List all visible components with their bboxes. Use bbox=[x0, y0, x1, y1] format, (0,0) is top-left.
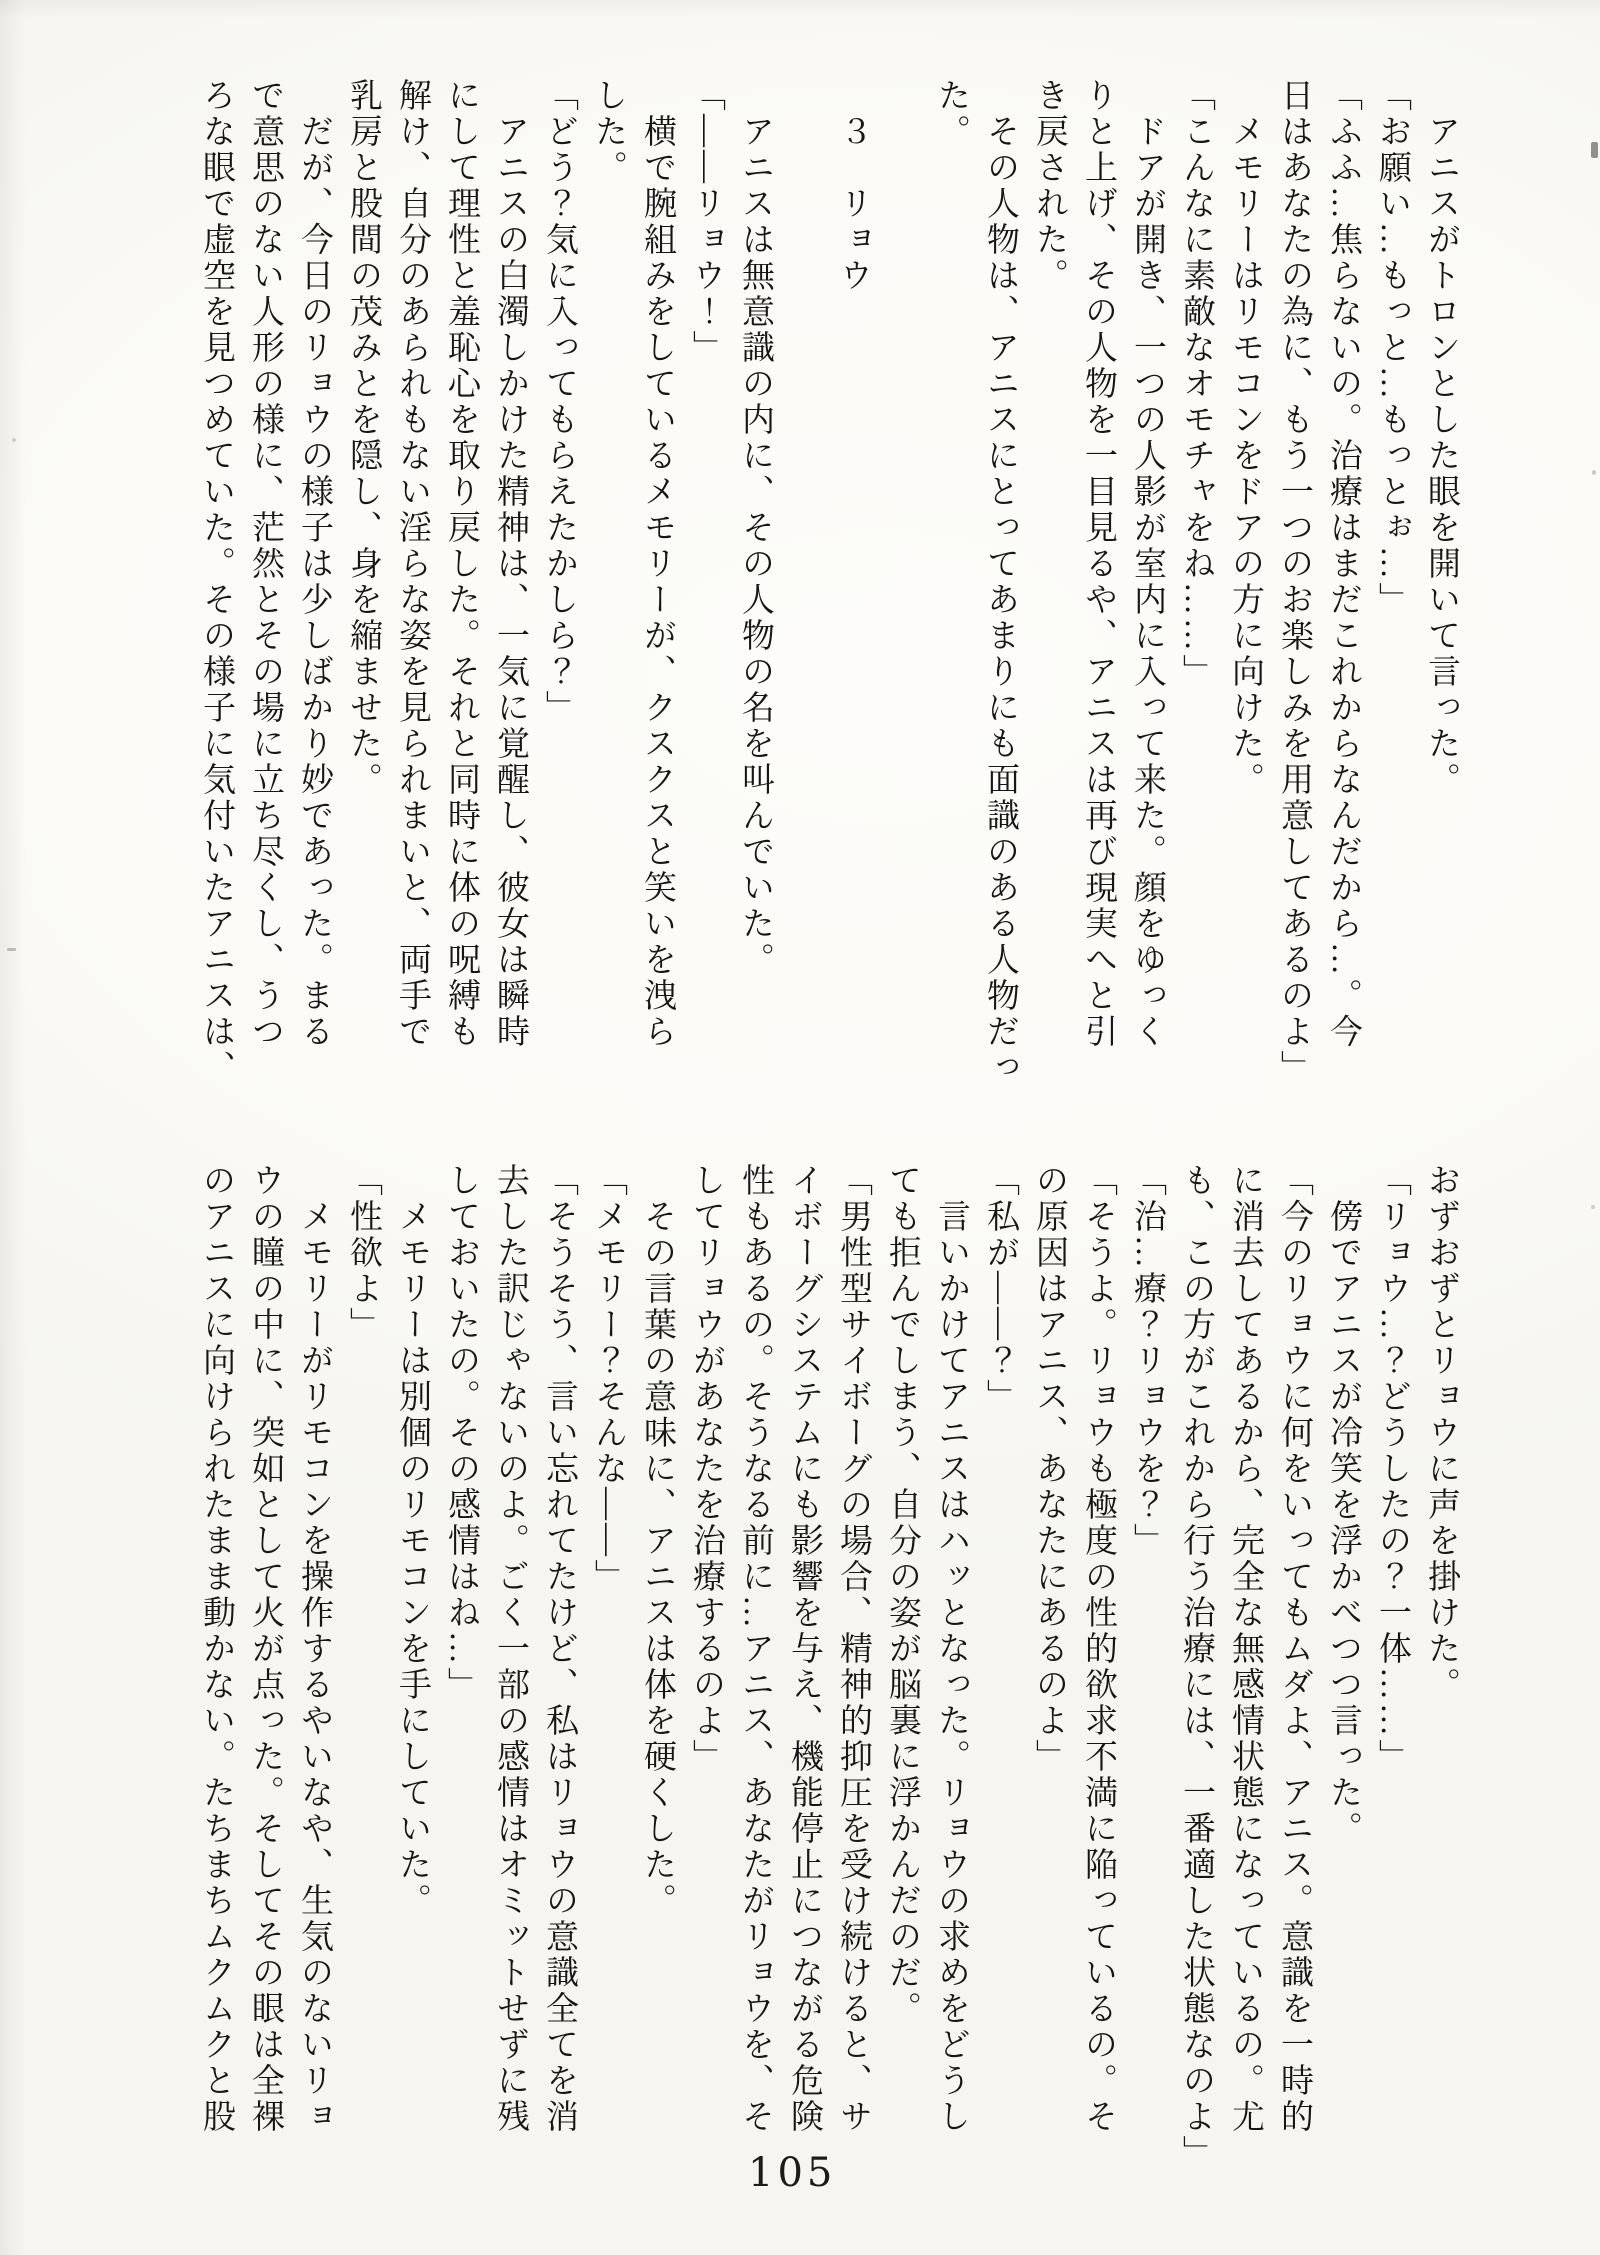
page-number: 105 bbox=[748, 2150, 837, 2196]
text-column: してリョウがあなたを治療するのよ」 bbox=[688, 1163, 724, 1775]
text-column: メモリーは別個のリモコンを手にしていた。 bbox=[394, 1163, 430, 1919]
text-column: だが、今日のリョウの様子は少しばかり妙であった。まる bbox=[296, 78, 332, 1050]
text-column: 「お願い…もっと…もっとぉ…」 bbox=[1374, 78, 1410, 618]
blank-column bbox=[779, 78, 828, 1128]
text-column: にして理性と羞恥心を取り戻した。それと同時に体の呪縛も bbox=[443, 78, 479, 1050]
text-column: 乳房と股間の茂みとを隠し、身を縮ませた。 bbox=[345, 78, 381, 798]
text-column: 「私が――？」 bbox=[982, 1163, 1018, 1415]
text-column: 去した訳じゃないのよ。ごく一部の感情はオミットせずに残 bbox=[492, 1163, 528, 2135]
text-column: で意思のない人形の様に、茫然とその場に立ち尽くし、うつ bbox=[247, 78, 283, 1050]
text-column: アニスは無意識の内に、その人物の名を叫んでいた。 bbox=[737, 78, 773, 978]
scan-speck bbox=[1591, 1205, 1595, 1209]
text-column: き戻された。 bbox=[1031, 78, 1067, 294]
top-text-block bbox=[191, 78, 1465, 1128]
text-column: 「こんなに素敵なオモチャをね……」 bbox=[1178, 78, 1214, 690]
text-column: ても拒んでしまう、自分の姿が脳裏に浮かんだのだ。 bbox=[884, 1163, 920, 2027]
text-column: した。 bbox=[590, 78, 626, 186]
text-column: 「今のリョウに何をいってもムダよ、アニス。意識を一時的 bbox=[1276, 1163, 1312, 2135]
text-column: 日はあなたの為に、もう一つのお楽しみを用意してあるのよ」 bbox=[1276, 78, 1312, 1086]
text-column: 「男性型サイボーグの場合、精神的抑圧を受け続けると、サ bbox=[835, 1163, 871, 2135]
scan-edge-shade bbox=[0, 0, 26, 2255]
text-column: その人物は、アニスにとってあまりにも面識のある人物だっ bbox=[982, 78, 1018, 1086]
scan-speck bbox=[1592, 470, 1596, 475]
text-column: ３ リョウ bbox=[835, 78, 871, 294]
blank-column bbox=[877, 78, 926, 1128]
text-column: その言葉の意味に、アニスは体を硬くした。 bbox=[639, 1163, 675, 1919]
scan-speck bbox=[7, 948, 16, 951]
text-column: 「――リョウ！」 bbox=[688, 78, 724, 366]
text-column: 「どう？気に入ってもらえたかしら？」 bbox=[541, 78, 577, 726]
text-column: イボーグシステムにも影響を与え、機能停止につながる危険 bbox=[786, 1163, 822, 2135]
text-column: に消去してあるから、完全な無感情状態になっているの。尤 bbox=[1227, 1163, 1263, 2135]
text-column: 「そうよ。リョウも極度の性的欲求不満に陥っているの。そ bbox=[1080, 1163, 1116, 2135]
text-column: ドアが開き、一つの人影が室内に入って来た。顔をゆっく bbox=[1129, 78, 1165, 1050]
text-column: 「ふふ…焦らないの。治療はまだこれからなんだから…。今 bbox=[1325, 78, 1361, 1050]
text-column: メモリーがリモコンを操作するやいなや、生気のないリョ bbox=[296, 1163, 332, 2135]
text-column: 「リョウ…？どうしたの？一体……」 bbox=[1374, 1163, 1410, 1775]
text-column: のアニスに向けられたまま動かない。たちまちムクムクと股 bbox=[198, 1163, 234, 2135]
text-column: 言いかけてアニスはハッとなった。リョウの求めをどうし bbox=[933, 1163, 969, 2135]
bottom-text-block bbox=[191, 1163, 1465, 2213]
scan-edge-shade bbox=[0, 0, 1600, 18]
text-column: も、この方がこれから行う治療には、一番適した状態なのよ」 bbox=[1178, 1163, 1214, 2171]
text-column: 「治…療？リョウを？」 bbox=[1129, 1163, 1165, 1559]
text-column: メモリーはリモコンをドアの方に向けた。 bbox=[1227, 78, 1263, 798]
text-column: た。 bbox=[933, 78, 969, 150]
text-column: の原因はアニス、あなたにあるのよ」 bbox=[1031, 1163, 1067, 1775]
text-column: ろな眼で虚空を見つめていた。その様子に気付いたアニスは、 bbox=[198, 78, 234, 1086]
text-column: アニスがトロンとした眼を開いて言った。 bbox=[1423, 78, 1459, 798]
text-column: 「性欲よ」 bbox=[345, 1163, 381, 1343]
text-column: ウの瞳の中に、突如として火が点った。そしてその眼は全裸 bbox=[247, 1163, 283, 2135]
text-column: おずおずとリョウに声を掛けた。 bbox=[1423, 1163, 1459, 1703]
scan-speck bbox=[1591, 142, 1598, 158]
text-column: 「そうそう、言い忘れてたけど、私はリョウの意識全てを消 bbox=[541, 1163, 577, 2135]
text-column: 横で腕組みをしているメモリーが、クスクスと笑いを洩ら bbox=[639, 78, 675, 1050]
text-column: 解け、自分のあられもない淫らな姿を見られまいと、両手で bbox=[394, 78, 430, 1050]
scan-speck bbox=[12, 438, 16, 442]
text-column: 傍でアニスが冷笑を浮かべつつ言った。 bbox=[1325, 1163, 1361, 1847]
text-column: 性もあるの。そうなる前に…アニス、あなたがリョウを、そ bbox=[737, 1163, 773, 2135]
text-column: 「メモリー？そんな――」 bbox=[590, 1163, 626, 1595]
text-column: りと上げ、その人物を一目見るや、アニスは再び現実へと引 bbox=[1080, 78, 1116, 1050]
text-column: しておいたの。その感情はね…」 bbox=[443, 1163, 479, 1703]
text-column: アニスの白濁しかけた精神は、一気に覚醒し、彼女は瞬時 bbox=[492, 78, 528, 1050]
